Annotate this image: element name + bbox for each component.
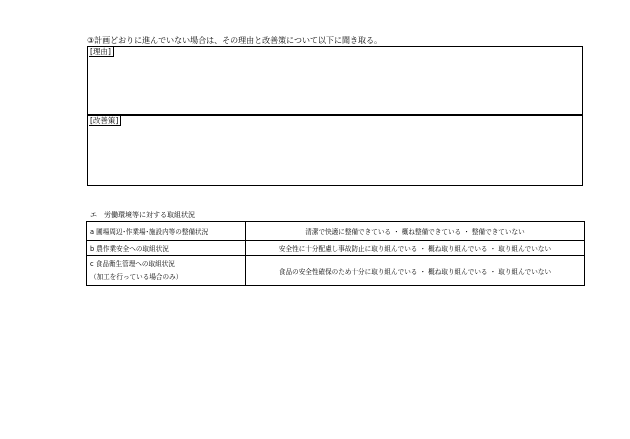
table-row	[87, 256, 585, 286]
reason-label-text: 理由	[92, 47, 108, 56]
item-note: （加工を行っている場合のみ）	[90, 272, 183, 281]
item-label: c 食品衛生管理への取組状況	[90, 259, 175, 268]
item-cell: a 圃場周辺･作業場･施設内等の整備状況	[87, 222, 246, 241]
reason-label: [理由]	[89, 47, 114, 57]
options-cell[interactable]: 安全性に十分配慮し事故防止に取り組んでいる ・ 概ね取り組んでいる ・ 取り組んでいない	[246, 241, 585, 256]
section-title: エ 労働環境等に対する取組状況	[90, 211, 195, 219]
options-cell[interactable]: 食品の安全性確保のため十分に取り組んでいる ・ 概ね取り組んでいる ・ 取り組んでいない	[246, 256, 585, 286]
table-row	[87, 241, 585, 256]
table-row	[87, 222, 585, 241]
options-cell[interactable]: 清潔で快適に整備できている ・ 概ね整備できている ・ 整備できていない	[246, 222, 585, 241]
reason-box[interactable]	[87, 46, 583, 115]
item-cell	[87, 256, 246, 286]
improvement-box[interactable]	[87, 115, 583, 186]
instruction-text: ③計画どおりに進んでいない場合は、その理由と改善策について以下に聞き取る。	[87, 36, 383, 45]
improvement-label-text: 改善策	[92, 116, 116, 125]
improvement-label: [改善策]	[89, 116, 121, 126]
status-table	[86, 221, 585, 286]
item-cell: b 農作業安全への取組状況	[87, 241, 246, 256]
